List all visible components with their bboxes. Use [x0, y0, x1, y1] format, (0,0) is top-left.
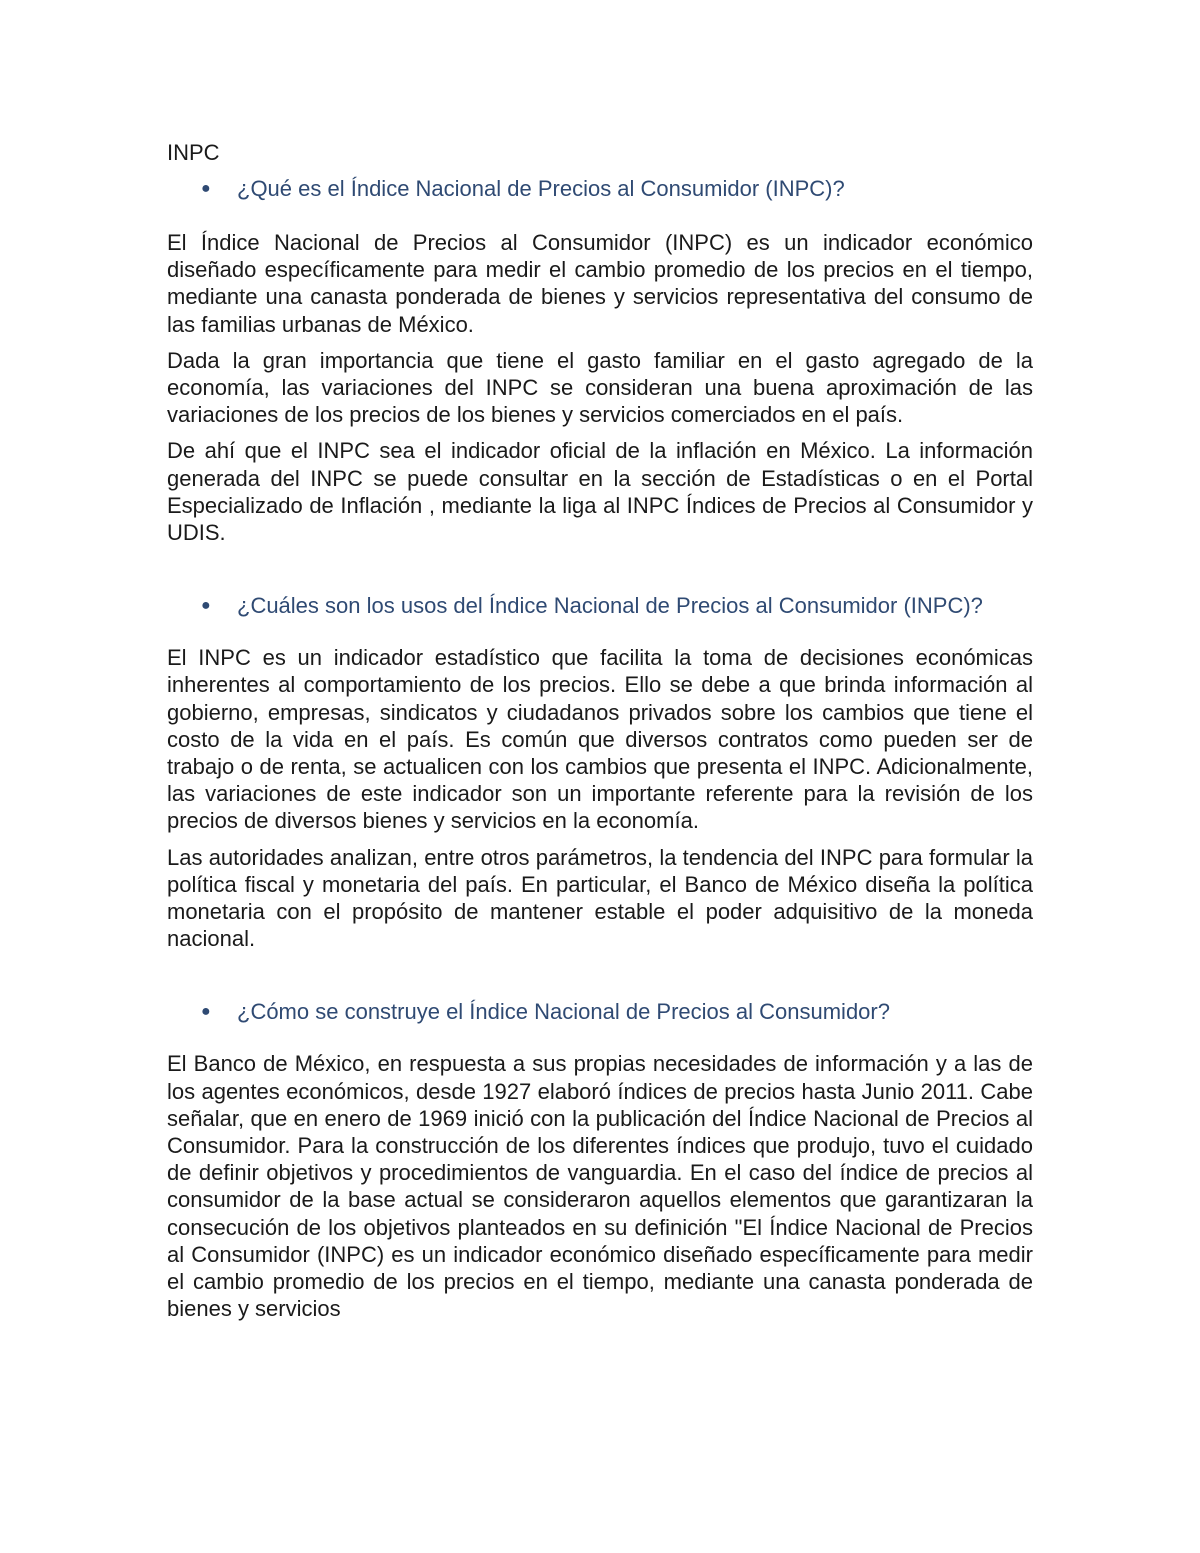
paragraph: El Banco de México, en respuesta a sus propias necesidades de información y a las de los agentes económicos, desde 1927 elaboró índices de precios hasta Junio 2011. Cabe señalar, que en enero de 1969 inició con la publicación del Índice Nacional de Precios al Consumidor. Para la construcción de los diferentes índices que produjo, tuvo el cuidado de definir objetivos y procedimientos de vanguardia. En el caso del índice de precios al consumidor de la base actual se consideraron aquellos elementos que garantizaran la consecución de los objetivos planteados en su definición "El Índice Nacional de Precios al Consumidor (INPC) es un indicador económico diseñado específicamente para medir el cambio promedio de los precios en el tiempo, mediante una canasta ponderada de bienes y servicios	[167, 1051, 1033, 1322]
bullet-icon: ●	[201, 597, 211, 615]
bullet-icon: ●	[201, 1003, 211, 1021]
question-text: ¿Cuáles son los usos del Índice Nacional de Precios al Consumidor (INPC)?	[237, 593, 983, 619]
question-text: ¿Qué es el Índice Nacional de Precios al Consumidor (INPC)?	[237, 176, 845, 201]
paragraph: El INPC es un indicador estadístico que facilita la toma de decisiones económicas inherentes al comportamiento de los precios. Ello se debe a que brinda información al gobierno, empresas, sindicatos y ciudadanos privados sobre los cambios que tiene el costo de la vida en el país. Es común que diversos contratos como pueden ser de trabajo o de renta, se actualicen con los cambios que presenta el INPC. Adicionalmente, las variaciones de este indicador son un importante referente para la revisión de los precios de diversos bienes y servicios en la economía.	[167, 645, 1033, 834]
question-heading-1	[167, 175, 1033, 203]
document-page	[167, 138, 1033, 1332]
paragraph: El Índice Nacional de Precios al Consumidor (INPC) es un indicador económico diseñado específicamente para medir el cambio promedio de los precios en el tiempo, mediante una canasta ponderada de bienes y servicios representativa del consumo de las familias urbanas de México.	[167, 230, 1033, 337]
bullet-icon: ●	[201, 180, 211, 197]
question-heading-2	[167, 592, 1033, 620]
paragraph: Dada la gran importancia que tiene el gasto familiar en el gasto agregado de la economía, las variaciones del INPC se consideran una buena aproximación de las variaciones de los precios de los bienes y servicios comerciados en el país.	[167, 347, 1033, 428]
question-heading-3	[167, 998, 1033, 1026]
question-text: ¿Cómo se construye el Índice Nacional de Precios al Consumidor?	[237, 999, 890, 1025]
paragraph: Las autoridades analizan, entre otros parámetros, la tendencia del INPC para formular la política fiscal y monetaria del país. En particular, el Banco de México diseña la política monetaria con el propósito de mantener estable el poder adquisitivo de la moneda nacional.	[167, 844, 1033, 952]
document-title: INPC	[167, 140, 220, 165]
paragraph: De ahí que el INPC sea el indicador oficial de la inflación en México. La información generada del INPC se puede consultar en la sección de Estadísticas o en el Portal Especializado de Inflación , mediante la liga al INPC Índices de Precios al Consumidor y UDIS.	[167, 438, 1033, 546]
